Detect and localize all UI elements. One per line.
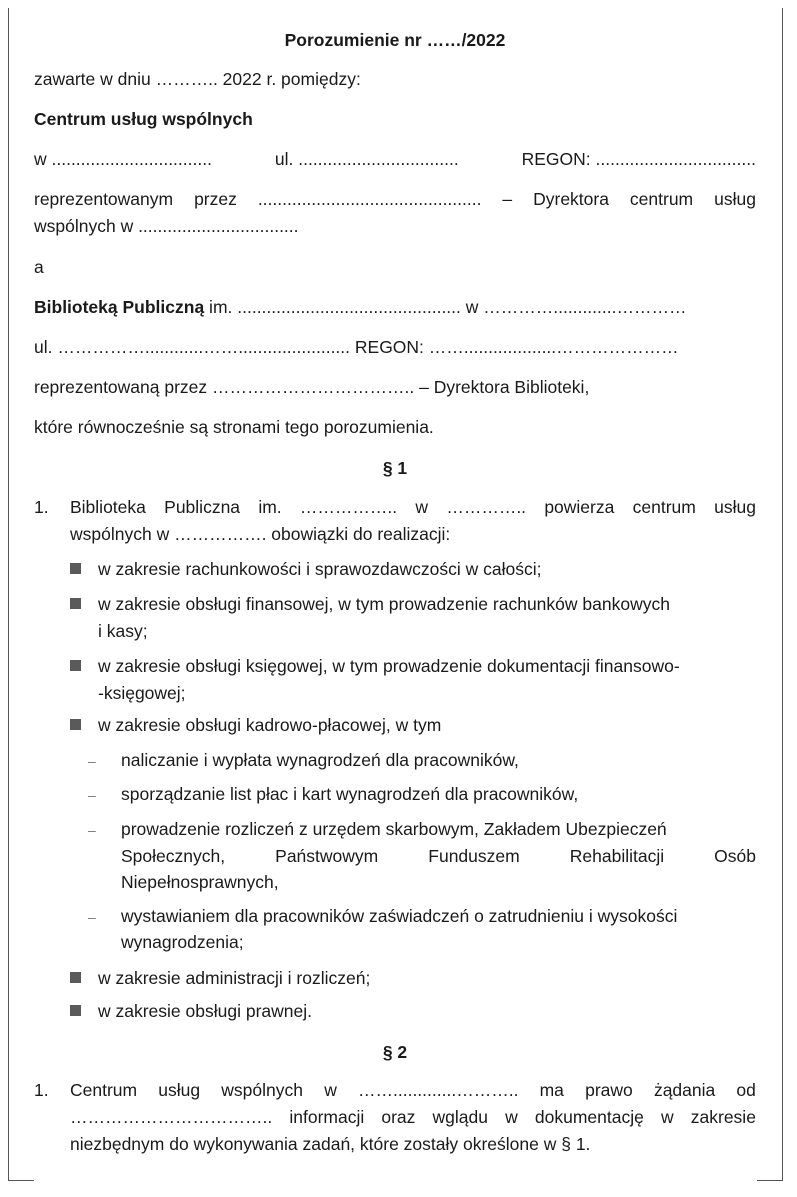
conjunction: a xyxy=(34,257,44,277)
word: Osób xyxy=(714,846,756,866)
word: zakresie xyxy=(690,1107,756,1127)
word: usług xyxy=(158,1080,201,1100)
bullet-square-icon xyxy=(70,719,81,730)
section1-item-line1 xyxy=(70,495,756,519)
subitem-text-continuation: Niepełnosprawnych, xyxy=(121,872,279,892)
word: Społecznych, xyxy=(121,846,226,866)
party1-name: Centrum usług wspólnych xyxy=(34,109,253,129)
bullet-square-icon xyxy=(70,1005,81,1016)
bullet-text: w zakresie rachunkowości i sprawozdawczości w całości; xyxy=(98,559,542,579)
dash-marker: – xyxy=(88,822,96,838)
intro-line: zawarte w dniu ……….. 2022 r. pomiędzy: xyxy=(34,69,361,89)
word: w xyxy=(661,1107,674,1127)
party2-address-line: ul. ……………............……....................... REGON: ……...................………………… xyxy=(34,337,679,357)
word: wglądu xyxy=(432,1107,489,1127)
bullet-text-continuation: -księgowej; xyxy=(98,683,186,703)
word: …………….. xyxy=(299,497,398,517)
section2-item-number: 1. xyxy=(34,1080,49,1100)
party1-address-line xyxy=(34,147,756,171)
word: w xyxy=(324,1080,337,1100)
word: ………….. xyxy=(446,497,527,517)
word: w xyxy=(505,1107,518,1127)
bullet-text: w zakresie obsługi księgowej, w tym prowadzenie dokumentacji finansowo- xyxy=(98,656,680,676)
word: w xyxy=(415,497,429,517)
section1-item-line2: wspólnych w ……………. obowiązki do realizacji: xyxy=(70,524,451,544)
page-border-right xyxy=(782,8,783,1180)
word: informacji xyxy=(289,1107,365,1127)
section2-item-line1 xyxy=(70,1078,756,1102)
bullet-square-icon xyxy=(70,972,81,983)
word: centrum xyxy=(632,497,696,517)
section1-heading: § 1 xyxy=(382,458,408,478)
word: .............................................. xyxy=(257,189,482,209)
word: oraz xyxy=(381,1107,416,1127)
subitem-text: naliczanie i wypłata wynagrodzeń dla pracowników, xyxy=(121,750,519,770)
word: usług xyxy=(714,189,756,209)
word: …….............……….. xyxy=(358,1080,519,1100)
word: – xyxy=(502,189,513,209)
subitem-text-justified xyxy=(121,844,756,868)
party1-city: w ................................. xyxy=(34,149,212,169)
section2-heading: § 2 xyxy=(382,1042,408,1062)
word: prawo xyxy=(585,1080,633,1100)
word: centrum xyxy=(629,189,694,209)
word: Funduszem xyxy=(428,846,520,866)
word: usług xyxy=(714,497,756,517)
bullet-square-icon xyxy=(70,598,81,609)
document-title: Porozumienie nr ……/2022 xyxy=(284,30,506,50)
subitem-text: prowadzenie rozliczeń z urzędem skarbowym, Zakładem Ubezpieczeń xyxy=(121,819,667,839)
word: dokumentację xyxy=(534,1107,644,1127)
word: przez xyxy=(194,189,237,209)
dash-marker: – xyxy=(88,753,96,769)
dash-marker: – xyxy=(88,787,96,803)
party2-name-details: im. .............................................. w ………….............………… xyxy=(204,297,687,317)
word: Rehabilitacji xyxy=(569,846,665,866)
bullet-text: w zakresie obsługi finansowej, w tym prowadzenie rachunków bankowych xyxy=(98,594,670,614)
party2-name-line xyxy=(34,295,756,319)
word: Publiczna xyxy=(164,497,241,517)
bullet-text: w zakresie administracji i rozliczeń; xyxy=(98,968,371,988)
word: Centrum xyxy=(70,1080,138,1100)
party1-representative-line2: wspólnych w ................................. xyxy=(34,216,299,236)
word: Biblioteka xyxy=(70,497,146,517)
dash-marker: – xyxy=(88,909,96,925)
word: reprezentowanym xyxy=(34,189,174,209)
party1-regon: REGON: ................................. xyxy=(521,149,756,169)
word: żądania xyxy=(653,1080,716,1100)
subitem-text-continuation: wynagrodzenia; xyxy=(121,932,244,952)
party2-name: Biblioteką Publiczną xyxy=(34,297,205,317)
page-corner-mark-right xyxy=(757,1180,783,1181)
word: Państwowym xyxy=(275,846,379,866)
section2-item-line2 xyxy=(70,1105,756,1129)
word: im. xyxy=(258,497,282,517)
subitem-text: sporządzanie list płac i kart wynagrodzeń dla pracowników, xyxy=(121,784,579,804)
word: …………………………….. xyxy=(70,1107,273,1127)
bullet-text-continuation: i kasy; xyxy=(98,621,148,641)
word: od xyxy=(736,1080,756,1100)
subitem-text: wystawianiem dla pracowników zaświadczeń o zatrudnieniu i wysokości xyxy=(121,906,678,926)
word: Dyrektora xyxy=(533,189,609,209)
page-corner-mark-left xyxy=(8,1180,34,1181)
bullet-text: w zakresie obsługi kadrowo-płacowej, w tym xyxy=(98,715,442,735)
word: ma xyxy=(539,1080,564,1100)
closing-line: które równocześnie są stronami tego porozumienia. xyxy=(34,417,434,437)
bullet-text: w zakresie obsługi prawnej. xyxy=(98,1001,312,1021)
party1-representative-line xyxy=(34,187,756,211)
page-border-left xyxy=(8,8,9,1180)
word: powierza xyxy=(544,497,615,517)
section1-item-number: 1. xyxy=(34,497,49,517)
word: wspólnych xyxy=(221,1080,304,1100)
bullet-square-icon xyxy=(70,563,81,574)
party2-representative-line: reprezentowaną przez …………………………….. – Dyrektora Biblioteki, xyxy=(34,377,590,397)
section2-item-line3: niezbędnym do wykonywania zadań, które zostały określone w § 1. xyxy=(70,1134,591,1154)
bullet-square-icon xyxy=(70,660,81,671)
party1-street: ul. ................................. xyxy=(274,149,459,169)
